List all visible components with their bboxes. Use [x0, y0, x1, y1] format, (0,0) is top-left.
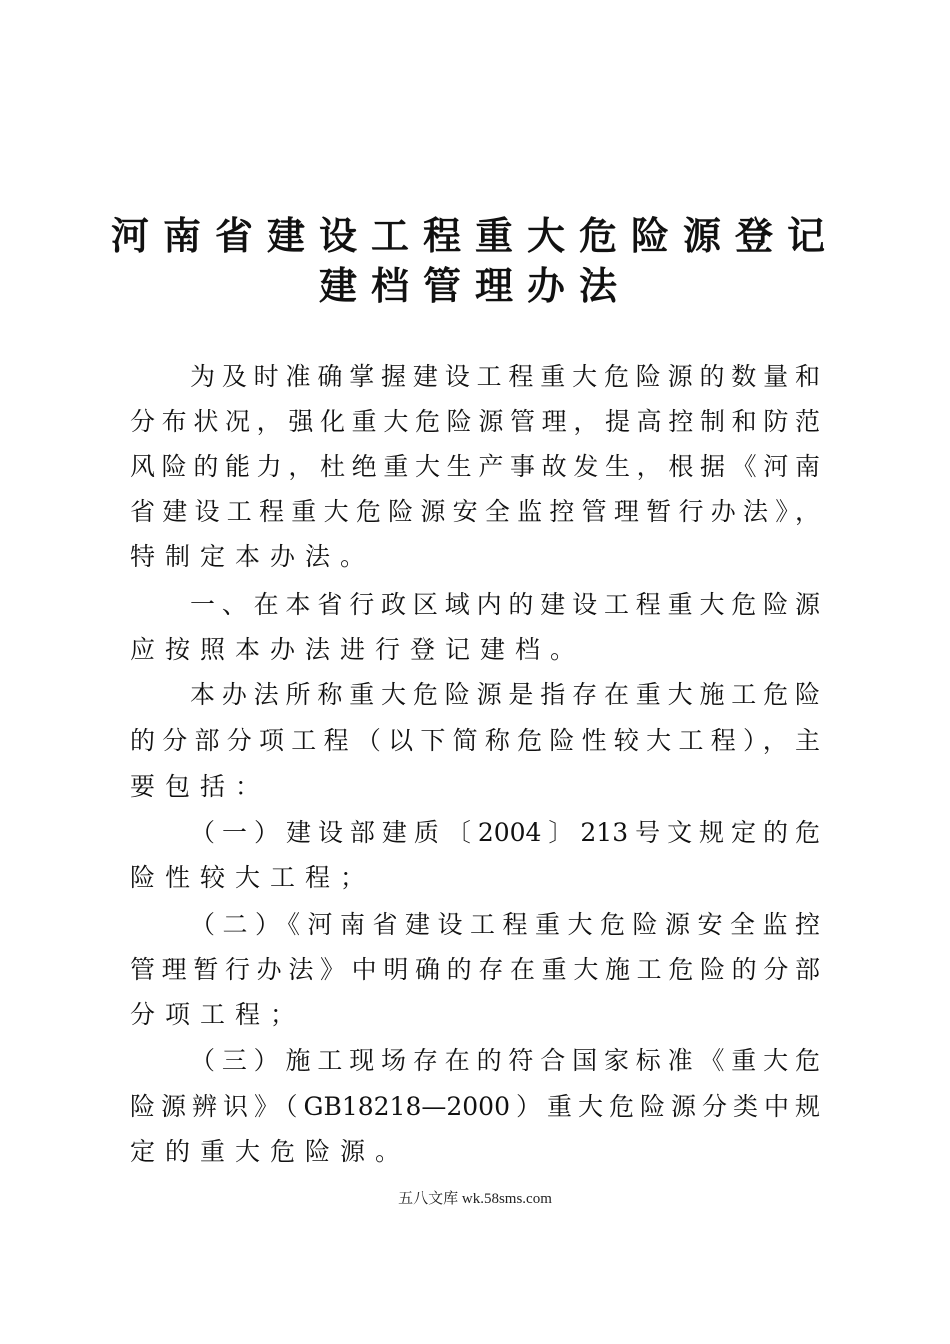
body-line: 省建设工程重大危险源安全监控管理暂行办法》，	[130, 497, 820, 526]
body-line: 为及时准确掌握建设工程重大危险源的数量和	[190, 362, 820, 391]
document-title-line-1: 河南省建设工程重大危险源登记	[110, 213, 839, 258]
body-line: 的分部分项工程（以下简称危险性较大工程），主	[130, 726, 820, 755]
body-line: 一、在本省行政区域内的建设工程重大危险源	[190, 590, 820, 619]
body-line: （三）施工现场存在的符合国家标准《重大危	[190, 1046, 820, 1075]
body-line: 要包括：	[130, 772, 271, 801]
body-line: 风险的能力，杜绝重大生产事故发生，根据《河南	[130, 452, 820, 481]
document-title-line-2: 建档管理办法	[318, 263, 631, 308]
body-line: 管理暂行办法》中明确的存在重大施工危险的分部	[130, 955, 820, 984]
body-line: （二）《河南省建设工程重大危险源安全监控	[190, 910, 820, 939]
body-line: 本办法所称重大危险源是指存在重大施工危险	[190, 680, 820, 709]
body-line: 定的重大危险源。	[130, 1137, 411, 1166]
body-line: 应按照本办法进行登记建档。	[130, 635, 586, 664]
body-line: 分项工程；	[130, 1000, 306, 1029]
body-line: 分布状况，强化重大危险源管理，提高控制和防范	[130, 407, 820, 436]
body-line: 险源辨识》（GB18218—2000）重大危险源分类中规	[130, 1092, 820, 1121]
body-line: 特制定本办法。	[130, 542, 376, 571]
body-line: （一）建设部建质〔2004〕213号文规定的危	[190, 818, 820, 847]
footer-watermark: 五八文库 wk.58sms.com	[398, 1191, 552, 1207]
body-line: 险性较大工程；	[130, 863, 376, 892]
